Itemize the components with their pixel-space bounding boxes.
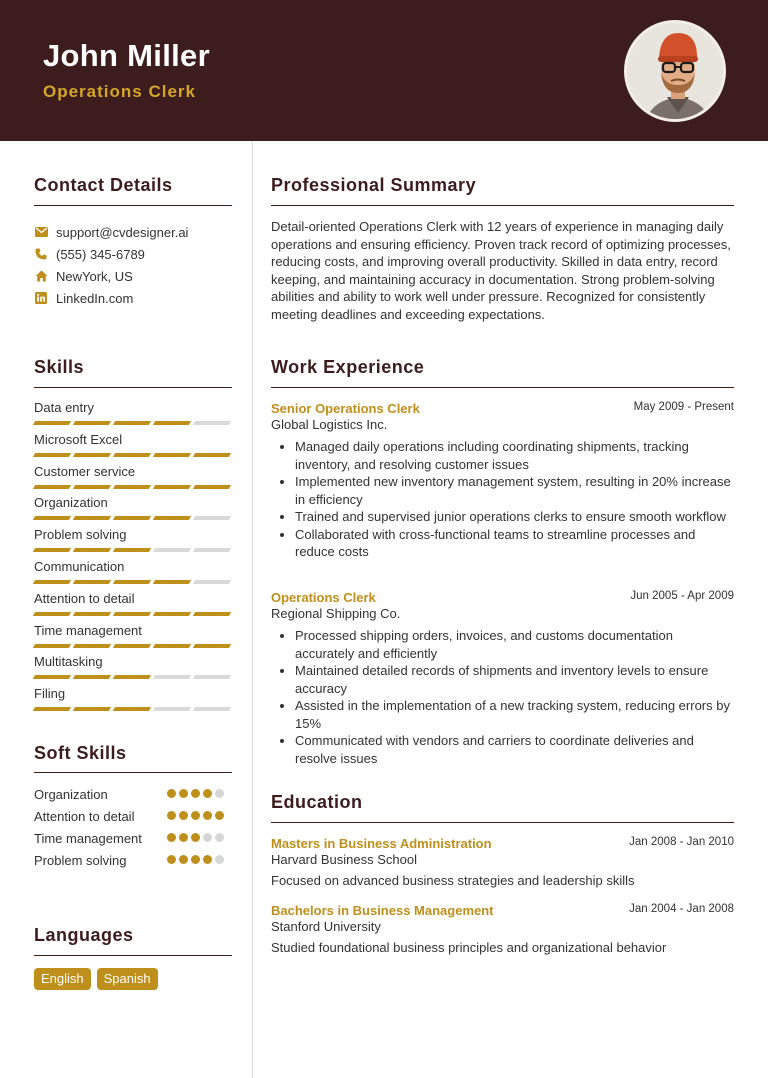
skill-level-segment bbox=[33, 548, 71, 552]
education-section-title: Education bbox=[271, 792, 363, 812]
rating-dot bbox=[191, 789, 200, 798]
skills-rule bbox=[34, 387, 232, 388]
skill-level-segment bbox=[153, 644, 191, 648]
skill-level-segment bbox=[193, 644, 231, 648]
experience-rule bbox=[271, 387, 734, 388]
contact-phone[interactable] bbox=[34, 243, 232, 265]
job-entry bbox=[271, 401, 734, 561]
contact-rule bbox=[34, 205, 232, 206]
skill-level-segment bbox=[193, 707, 231, 711]
candidate-title: Operations Clerk bbox=[43, 82, 196, 101]
soft-skill-rating bbox=[167, 789, 224, 798]
job-role: Operations Clerk bbox=[271, 590, 376, 605]
skill-level-segment bbox=[193, 612, 231, 616]
linkedin-icon bbox=[34, 291, 48, 305]
job-role: Senior Operations Clerk bbox=[271, 401, 420, 416]
skill-level-segment bbox=[193, 516, 231, 520]
job-company: Regional Shipping Co. bbox=[271, 606, 401, 621]
soft-skill-rating bbox=[167, 833, 224, 842]
skill-level-bar bbox=[34, 548, 230, 552]
skill-item bbox=[34, 464, 232, 496]
skill-name: Communication bbox=[34, 558, 125, 574]
skill-level-segment bbox=[113, 580, 151, 584]
skill-level-segment bbox=[193, 548, 231, 552]
skill-name: Data entry bbox=[34, 400, 94, 415]
skill-level-segment bbox=[153, 453, 191, 457]
skill-level-segment bbox=[113, 675, 151, 679]
candidate-name: John Miller bbox=[43, 38, 210, 73]
skill-level-bar bbox=[34, 453, 230, 457]
education-degree: Masters in Business Administration bbox=[271, 836, 492, 851]
column-divider bbox=[252, 141, 253, 1078]
languages-section-title: Languages bbox=[34, 925, 134, 945]
skill-item bbox=[34, 686, 232, 718]
skill-level-segment bbox=[193, 580, 231, 584]
skill-level-segment bbox=[33, 485, 71, 489]
contact-location-text: NewYork, US bbox=[56, 268, 133, 284]
skill-item bbox=[34, 623, 232, 655]
job-date: May 2009 - Present bbox=[633, 401, 734, 413]
rating-dot bbox=[179, 811, 188, 820]
education-entry bbox=[271, 903, 734, 955]
skill-name: Attention to detail bbox=[34, 590, 135, 606]
skill-level-segment bbox=[153, 675, 191, 679]
contact-email[interactable] bbox=[34, 221, 232, 243]
skill-level-segment bbox=[193, 453, 231, 457]
skill-item bbox=[34, 654, 232, 686]
languages-rule bbox=[34, 955, 232, 956]
skill-level-segment bbox=[33, 421, 71, 425]
skill-level-segment bbox=[33, 612, 71, 616]
soft-skill-rating bbox=[167, 855, 224, 864]
skill-level-segment bbox=[153, 421, 191, 425]
skill-name: Problem solving bbox=[34, 527, 127, 543]
skill-name: Time management bbox=[34, 622, 142, 638]
skill-level-segment bbox=[73, 421, 111, 425]
skill-level-segment bbox=[113, 453, 151, 457]
skill-level-segment bbox=[153, 548, 191, 552]
job-entry bbox=[271, 590, 734, 767]
soft-skill-item bbox=[34, 808, 232, 825]
skill-level-segment bbox=[113, 485, 151, 489]
skill-level-segment bbox=[73, 548, 111, 552]
job-bullet: • Maintained detailed records of shipments and inventory levels to ensure accuracy bbox=[295, 662, 734, 697]
rating-dot bbox=[215, 811, 224, 820]
soft-skills-section-title: Soft Skills bbox=[34, 743, 127, 763]
envelope-icon bbox=[34, 225, 48, 239]
portrait-image bbox=[627, 23, 726, 122]
skill-level-bar bbox=[34, 612, 230, 616]
skill-level-segment bbox=[113, 612, 151, 616]
rating-dot bbox=[179, 833, 188, 842]
home-icon bbox=[34, 269, 48, 283]
skill-level-segment bbox=[193, 675, 231, 679]
rating-dot bbox=[179, 789, 188, 798]
rating-dot bbox=[215, 855, 224, 864]
language-badge: Spanish bbox=[97, 968, 158, 990]
education-description: Studied foundational business principles and organizational behavior bbox=[271, 940, 667, 955]
soft-skill-name: Time management bbox=[34, 831, 142, 846]
contact-section-title: Contact Details bbox=[34, 175, 173, 195]
skill-item bbox=[34, 527, 232, 559]
soft-skills-list bbox=[34, 786, 232, 869]
job-bullets bbox=[271, 438, 734, 561]
skill-level-bar bbox=[34, 485, 230, 489]
skill-level-segment bbox=[73, 707, 111, 711]
rating-dot bbox=[191, 811, 200, 820]
contact-linkedin[interactable] bbox=[34, 287, 232, 309]
rating-dot bbox=[215, 789, 224, 798]
skill-level-segment bbox=[33, 580, 71, 584]
skill-level-segment bbox=[193, 485, 231, 489]
rating-dot bbox=[167, 855, 176, 864]
skill-level-segment bbox=[33, 644, 71, 648]
skill-level-segment bbox=[33, 453, 71, 457]
skill-name: Filing bbox=[34, 686, 66, 702]
rating-dot bbox=[203, 855, 212, 864]
soft-skill-item bbox=[34, 830, 232, 847]
skill-level-segment bbox=[153, 485, 191, 489]
skill-level-segment bbox=[73, 580, 111, 584]
rating-dot bbox=[167, 811, 176, 820]
job-bullet: • Processed shipping orders, invoices, and customs documentation accurately and efficiently bbox=[295, 627, 734, 662]
education-rule bbox=[271, 822, 734, 823]
skill-level-segment bbox=[153, 580, 191, 584]
contact-list bbox=[34, 221, 232, 309]
soft-skill-name: Problem solving bbox=[34, 853, 127, 868]
soft-skill-name: Attention to detail bbox=[34, 809, 135, 824]
education-school: Stanford University bbox=[271, 919, 381, 934]
skill-level-bar bbox=[34, 675, 230, 679]
soft-skill-item bbox=[34, 786, 232, 803]
summary-text: Detail-oriented Operations Clerk with 12 years of experience in managing daily operations and ensuring efficiency. Proven track record of optimizing processes, reducing costs, and improving overall productivity. Skilled in data entry, record keeping, and maintaining accuracy in documentation. Strong problem-solving abilities and ability to work well under pressure. Recognized for consistently meeting deadlines and exceeding expectations. bbox=[271, 219, 731, 322]
skill-level-segment bbox=[73, 644, 111, 648]
skill-level-segment bbox=[113, 516, 151, 520]
job-bullet: • Collaborated with cross-functional teams to streamline processes and reduce costs bbox=[295, 526, 734, 561]
skill-level-bar bbox=[34, 580, 230, 584]
skill-level-bar bbox=[34, 421, 230, 425]
education-description: Focused on advanced business strategies and leadership skills bbox=[271, 873, 635, 888]
skill-level-bar bbox=[34, 516, 230, 520]
skill-level-segment bbox=[113, 707, 151, 711]
skill-level-segment bbox=[73, 453, 111, 457]
skill-name: Multitasking bbox=[34, 654, 103, 670]
rating-dot bbox=[203, 789, 212, 798]
education-date: Jan 2004 - Jan 2008 bbox=[629, 903, 734, 915]
skill-level-segment bbox=[193, 421, 231, 425]
skill-level-segment bbox=[73, 485, 111, 489]
job-bullet: • Communicated with vendors and carriers to coordinate deliveries and resolve issues bbox=[295, 732, 734, 767]
skill-level-bar bbox=[34, 707, 230, 711]
contact-linkedin-text: LinkedIn.com bbox=[56, 290, 134, 306]
contact-location bbox=[34, 265, 232, 287]
job-date: Jun 2005 - Apr 2009 bbox=[630, 590, 734, 602]
skill-name: Customer service bbox=[34, 463, 136, 479]
skill-name: Microsoft Excel bbox=[34, 431, 123, 447]
language-badge: English bbox=[34, 968, 91, 990]
soft-skill-item bbox=[34, 852, 232, 869]
job-bullets bbox=[271, 627, 734, 767]
profile-photo bbox=[624, 20, 726, 122]
job-bullet: • Trained and supervised junior operations clerks to ensure smooth workflow bbox=[295, 508, 734, 526]
skill-level-segment bbox=[153, 612, 191, 616]
job-bullet: • Implemented new inventory management system, resulting in 20% increase in efficiency bbox=[295, 473, 734, 508]
rating-dot bbox=[167, 833, 176, 842]
soft-skill-rating bbox=[167, 811, 224, 820]
contact-phone-text: (555) 345-6789 bbox=[56, 246, 145, 262]
skills-list bbox=[34, 400, 232, 718]
skills-section-title: Skills bbox=[34, 357, 85, 377]
skill-level-bar bbox=[34, 644, 230, 648]
skill-level-segment bbox=[113, 548, 151, 552]
languages-list bbox=[34, 968, 158, 990]
summary-section-title: Professional Summary bbox=[271, 175, 477, 195]
rating-dot bbox=[203, 811, 212, 820]
rating-dot bbox=[191, 855, 200, 864]
skill-item bbox=[34, 400, 232, 432]
summary-rule bbox=[271, 205, 734, 206]
skill-item bbox=[34, 591, 232, 623]
phone-icon bbox=[34, 247, 48, 261]
rating-dot bbox=[203, 833, 212, 842]
resume-header bbox=[0, 0, 768, 141]
job-bullet: • Assisted in the implementation of a new tracking system, reducing errors by 15% bbox=[295, 697, 734, 732]
experience-section-title: Work Experience bbox=[271, 357, 425, 377]
rating-dot bbox=[191, 833, 200, 842]
skill-level-segment bbox=[73, 516, 111, 520]
education-school: Harvard Business School bbox=[271, 852, 417, 867]
soft-skills-rule bbox=[34, 772, 232, 773]
skill-name: Organization bbox=[34, 495, 108, 511]
skill-level-segment bbox=[33, 516, 71, 520]
skill-level-segment bbox=[113, 644, 151, 648]
contact-email-text: support@cvdesigner.ai bbox=[56, 224, 189, 240]
skill-level-segment bbox=[153, 516, 191, 520]
education-entry bbox=[271, 836, 734, 888]
skill-item bbox=[34, 559, 232, 591]
skill-level-segment bbox=[73, 675, 111, 679]
rating-dot bbox=[167, 789, 176, 798]
skill-item bbox=[34, 495, 232, 527]
skill-level-segment bbox=[33, 675, 71, 679]
education-date: Jan 2008 - Jan 2010 bbox=[629, 836, 734, 848]
rating-dot bbox=[179, 855, 188, 864]
skill-item bbox=[34, 432, 232, 464]
job-bullet: • Managed daily operations including coordinating shipments, tracking inventory, and resolving customer issues bbox=[295, 438, 734, 473]
education-degree: Bachelors in Business Management bbox=[271, 903, 494, 918]
rating-dot bbox=[215, 833, 224, 842]
skill-level-segment bbox=[153, 707, 191, 711]
job-company: Global Logistics Inc. bbox=[271, 417, 388, 432]
soft-skill-name: Organization bbox=[34, 787, 108, 802]
skill-level-segment bbox=[73, 612, 111, 616]
skill-level-segment bbox=[113, 421, 151, 425]
skill-level-segment bbox=[33, 707, 71, 711]
